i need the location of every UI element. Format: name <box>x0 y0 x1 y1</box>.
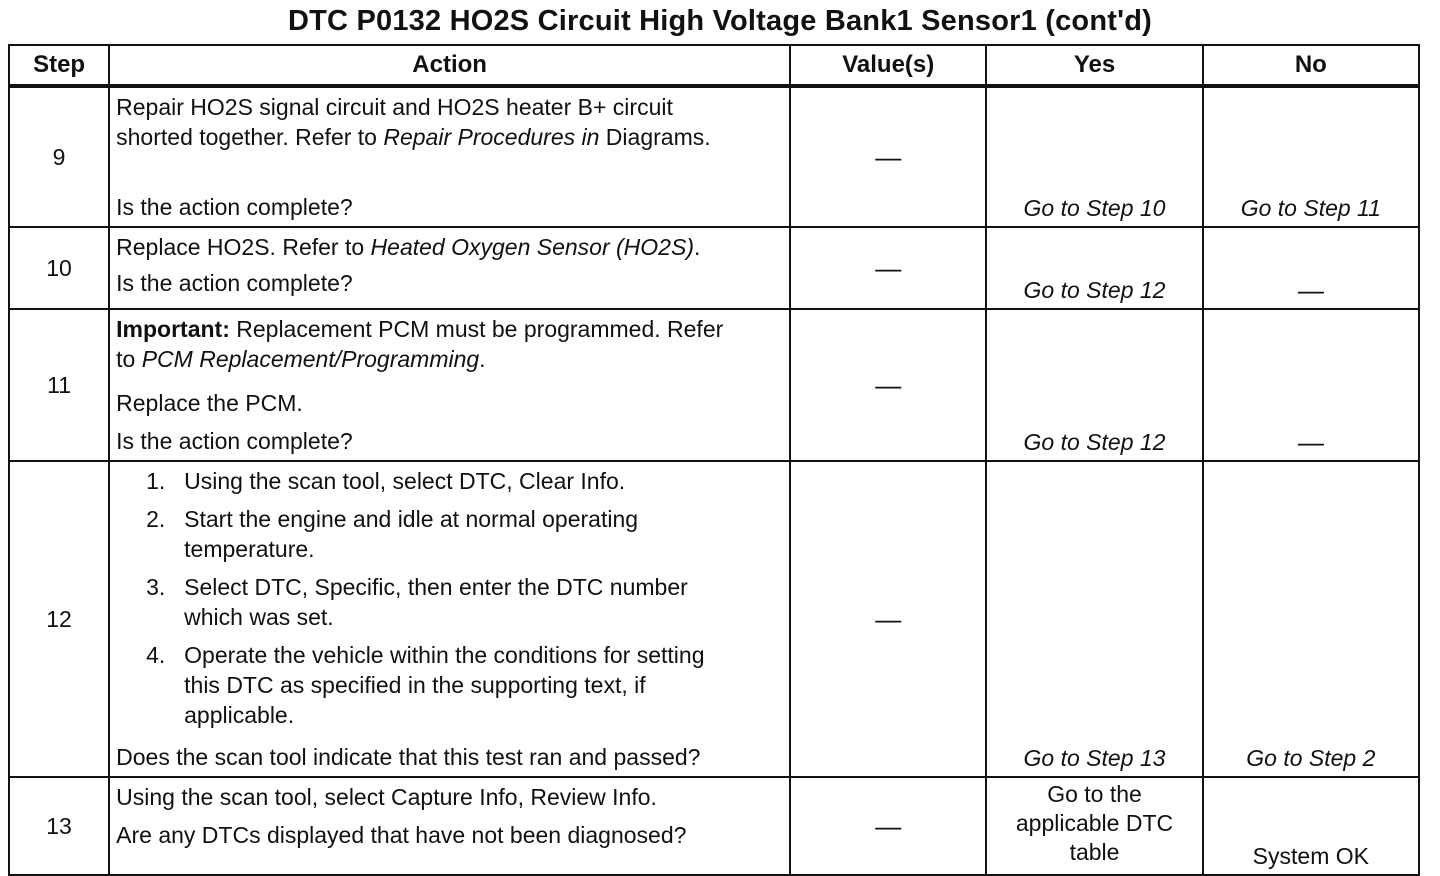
action-text: Replace the PCM. <box>116 390 303 416</box>
action-cell <box>109 86 790 227</box>
table-row <box>9 461 1419 777</box>
reference-link-text: Heated Oxygen Sensor (HO2S) <box>370 234 694 260</box>
header-step: Step <box>9 45 109 86</box>
procedure-list <box>116 466 783 730</box>
table-header-row <box>9 45 1419 86</box>
step-number: 11 <box>9 309 109 461</box>
action-text: Replace HO2S. Refer to Heated Oxygen Sensor (HO2S). <box>116 234 701 260</box>
page-title: DTC P0132 HO2S Circuit High Voltage Bank1 Sensor1 (cont'd) <box>288 5 1152 37</box>
no-text: System OK <box>1252 843 1369 869</box>
yes-goto: Go to Step 12 <box>1023 277 1166 303</box>
header-yes: Yes <box>986 45 1202 86</box>
action-question: Is the action complete? <box>116 194 353 220</box>
yes-cell <box>986 461 1202 777</box>
action-cell <box>109 227 790 309</box>
action-text: shorted together. Refer to Repair Procedures in Diagrams. <box>116 124 711 150</box>
list-item: 1. Using the scan tool, select DTC, Clear Info. <box>146 468 626 494</box>
diagnostic-table <box>8 44 1420 876</box>
table-row <box>9 309 1419 461</box>
important-label: Important: <box>116 316 230 342</box>
no-cell <box>1203 461 1419 777</box>
action-text: Important: Replacement PCM must be programmed. Refer <box>116 316 724 342</box>
list-item: 4. Operate the vehicle within the conditions for setting this DTC as specified in the supporting text, if applicable. <box>146 642 705 728</box>
action-text: to PCM Replacement/Programming. <box>116 346 486 372</box>
yes-cell <box>986 227 1202 309</box>
header-no: No <box>1203 45 1419 86</box>
action-question: Are any DTCs displayed that have not been diagnosed? <box>116 822 687 848</box>
no-cell <box>1203 309 1419 461</box>
value-cell: — <box>790 777 986 875</box>
no-goto: Go to Step 11 <box>1240 195 1381 221</box>
no-cell <box>1203 86 1419 227</box>
action-text: Using the scan tool, select Capture Info, Review Info. <box>116 784 657 810</box>
no-goto: Go to Step 2 <box>1246 745 1376 771</box>
yes-goto: Go to Step 12 <box>1023 429 1166 455</box>
action-question: Does the scan tool indicate that this test ran and passed? <box>116 744 701 770</box>
step-number: 12 <box>9 461 109 777</box>
value-cell: — <box>790 461 986 777</box>
action-question: Is the action complete? <box>116 270 353 296</box>
action-cell <box>109 777 790 875</box>
yes-goto: Go to Step 10 <box>1023 195 1166 221</box>
action-cell <box>109 309 790 461</box>
table-row <box>9 86 1419 227</box>
action-cell <box>109 461 790 777</box>
list-item: 2. Start the engine and idle at normal operating temperature. <box>146 506 639 562</box>
yes-goto: Go to Step 13 <box>1023 745 1166 771</box>
table-row <box>9 227 1419 309</box>
header-action: Action <box>109 45 790 86</box>
reference-link-text: PCM Replacement/Programming <box>141 346 480 372</box>
step-number: 13 <box>9 777 109 875</box>
no-dash: — <box>1297 275 1324 305</box>
no-cell <box>1203 227 1419 309</box>
step-number: 9 <box>9 86 109 227</box>
no-cell <box>1203 777 1419 875</box>
header-values: Value(s) <box>790 45 986 86</box>
list-item: 3. Select DTC, Specific, then enter the DTC number which was set. <box>146 574 688 630</box>
no-dash: — <box>1297 427 1324 457</box>
yes-text: Go to the applicable DTC table <box>1015 781 1174 865</box>
action-text: Repair HO2S signal circuit and HO2S heater B+ circuit <box>116 94 673 120</box>
yes-cell <box>986 777 1202 875</box>
value-cell: — <box>790 309 986 461</box>
value-cell: — <box>790 227 986 309</box>
table-row <box>9 777 1419 875</box>
yes-cell <box>986 86 1202 227</box>
reference-link-text: Repair Procedures in <box>383 124 600 150</box>
yes-cell <box>986 309 1202 461</box>
step-number: 10 <box>9 227 109 309</box>
action-question: Is the action complete? <box>116 428 353 454</box>
value-cell: — <box>790 86 986 227</box>
